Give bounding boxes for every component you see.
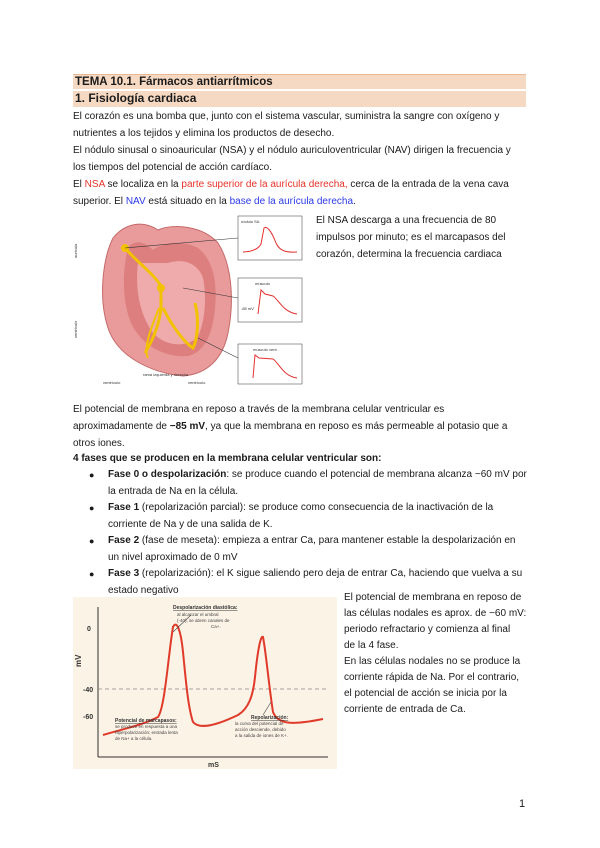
annotation: Ca+.: [211, 624, 221, 629]
nodal-note-line: el potencial de acción se inicia por la: [344, 688, 507, 699]
y-tick-label: -40: [83, 687, 94, 694]
text-span: El: [73, 179, 85, 190]
membrane-line: otros iones.: [73, 438, 125, 449]
text-span: .: [353, 196, 356, 207]
nav-term: NAV: [125, 196, 146, 207]
page-number: 1: [519, 798, 526, 810]
y-tick-label: -60: [83, 714, 94, 721]
y-tick-label: 0: [87, 626, 91, 633]
nodal-note-line: de la 4 fase.: [344, 640, 399, 651]
phase-name: Fase 3: [108, 568, 140, 579]
nav-location-highlight: base de la aurícula derecha: [229, 196, 354, 207]
nsa-location: [73, 177, 509, 193]
nsa-note-line: impulsos por minuto; es el marcapasos del: [316, 232, 506, 243]
text-span: superior. El: [73, 196, 126, 207]
phase-text: : el K sigue saliendo pero deja de entrar Ca, haciendo que vuelva a su: [210, 568, 523, 579]
side-label: ventrículo: [73, 320, 78, 338]
annotation: hiperpolarización; entrada lenta: [115, 730, 178, 735]
phase-name: Fase 0 o despolarización: [108, 469, 227, 480]
x-axis-label: mS: [208, 762, 219, 769]
annotation: (-40), se abren canales de: [177, 618, 230, 623]
list-item: ● Fase 2 (fase de meseta): empieza a entrar Ca, para mantener estable la despolarización en un nivel aproximado de 0 mV: [89, 535, 516, 563]
phase-subname: (fase de meseta): [139, 535, 217, 546]
nsa-note-line: El NSA descarga a una frecuencia de 80: [316, 215, 497, 226]
svg-text:nódulo SA: nódulo SA: [241, 219, 260, 224]
intro-line: El corazón es una bomba que, junto con el sistema vascular, suministra la sangre con oxígeno y: [73, 111, 500, 122]
svg-text:músculo vent.: músculo vent.: [253, 347, 278, 352]
text-span: , ya que la membrana en reposo es más permeable al potasio que a: [205, 421, 508, 432]
ap-panel-ventricle: [238, 344, 302, 384]
nodal-note-line: corriente rápida de Na. Por el contrario,: [344, 672, 520, 683]
phase-name: Fase 2: [108, 535, 140, 546]
annotation: Despolarización diastólica:: [173, 605, 238, 611]
nodal-note-line: las células nodales es aprox. de −60 mV:: [344, 608, 527, 619]
annotation: acción desciende, debido: [235, 727, 286, 732]
svg-text:-85 mV: -85 mV: [241, 306, 254, 311]
membrane-line: El potencial de membrana en reposo a través de la membrana celular ventricular es: [73, 404, 445, 415]
nodal-note-line: periodo refractario y comienza al final: [344, 624, 511, 635]
ap-panel-sa: [238, 216, 302, 260]
annotation: de Na+ a la célula.: [115, 736, 153, 741]
text-span: se localiza en la: [104, 179, 182, 190]
intro-line: nutrientes a los tejidos y elimina los productos de desecho.: [73, 128, 335, 139]
y-axis-label: mV: [74, 654, 83, 667]
annotation: Potencial de marcapasos:: [115, 718, 177, 724]
intro-line: los tiempos del potencial de acción cardíaco.: [73, 162, 273, 173]
annotation: al alcanzar el umbral: [177, 612, 219, 617]
phase-subname: (repolarización): [139, 568, 211, 579]
phase-text: corriente de Na y de una salida de K.: [108, 518, 273, 530]
phase-name: Fase 1: [108, 502, 140, 513]
svg-text:músculo: músculo: [255, 281, 270, 286]
annotation: a la salida de iones de K+.: [235, 733, 288, 738]
bottom-label: rama izquierda y derecha: [143, 372, 189, 377]
list-item: ● Fase 1 (repolarización parcial): se produce como consecuencia de la inactivación de la corriente de Na y de una salida de K.: [89, 502, 494, 530]
phase-text: estado negativo: [108, 584, 179, 596]
list-item: ● Fase 0 o despolarización: se produce cuando el potencial de membrana alcanza −60 mV por la entrada de Na en la célula.: [89, 469, 527, 497]
phases-heading: 4 fases que se producen en la membrana celular ventricular son:: [73, 453, 382, 464]
phase-text: : se produce como consecuencia de la inactivación de la: [243, 502, 494, 513]
nsa-term: NSA: [84, 179, 105, 190]
side-label: aurícula: [73, 243, 78, 258]
text-span: cerca de la entrada de la vena cava: [347, 179, 509, 190]
bottom-label: ventrículo: [103, 380, 121, 385]
text-span: aproximadamente de: [73, 421, 170, 432]
nodal-note-line: En las células nodales no se produce la: [344, 656, 521, 667]
nodal-note-line: El potencial de membrana en reposo de: [344, 592, 522, 603]
intro-line: El nódulo sinusal o sinoauricular (NSA) y el nódulo auriculoventricular (NAV) dirigen la frecuencia y: [73, 145, 511, 156]
text-span: está situado en la: [145, 196, 230, 207]
bottom-label: ventrículo: [188, 380, 206, 385]
resting-potential-value: −85 mV: [169, 421, 206, 432]
phase-text: : se produce cuando el potencial de membrana alcanza −60 mV por: [226, 469, 527, 480]
phase-list: [73, 467, 533, 599]
membrane-line: [73, 419, 507, 435]
annotation: la curva del potencial de: [235, 721, 284, 726]
phase-text: un nivel aproximado de 0 mV: [108, 551, 238, 563]
phase-text: la entrada de Na en la célula.: [108, 485, 239, 497]
heart-conduction-figure: [73, 208, 309, 388]
page-title: TEMA 10.1. Fármacos antiarrítmicos: [73, 74, 526, 89]
phase-text: : empieza a entrar Ca, para mantener estable la despolarización en: [216, 535, 516, 546]
nsa-note-line: corazón, determina la frecuencia cardiaca: [316, 249, 502, 260]
list-item: ● Fase 3 (repolarización): el K sigue saliendo pero deja de entrar Ca, haciendo que vuelva a su estado negativo: [89, 568, 523, 596]
annotation: Repolarización:: [251, 715, 289, 721]
ap-panel-muscle: [238, 278, 302, 322]
nodal-action-potential-figure: [73, 597, 337, 769]
phase-subname: (repolarización parcial): [139, 502, 244, 513]
nodal-note-line: corriente de entrada de Ca.: [344, 704, 466, 715]
section-heading: 1. Fisiología cardiaca: [73, 91, 526, 107]
nsa-location-highlight: parte superior de la aurícula derecha,: [181, 179, 348, 190]
annotation: se produce en respuesta a una: [115, 724, 178, 729]
